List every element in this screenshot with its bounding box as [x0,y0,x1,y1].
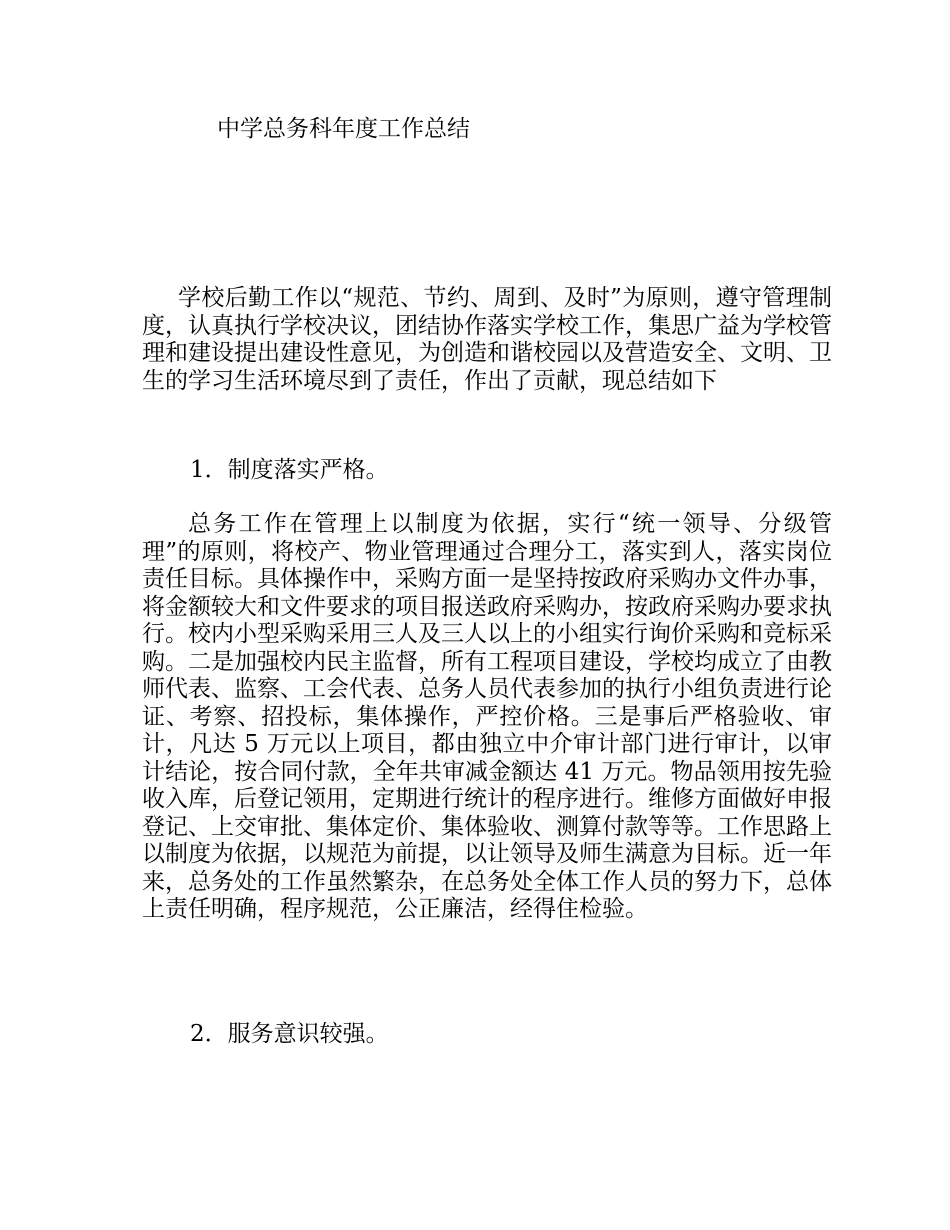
section-body-1: 总务工作在管理上以制度为依据，实行“统一领导、分级管理”的原则，将校产、物业管理通过合理分工，落实到人，落实岗位责任目标。具体操作中，采购方面一是坚持按政府采购办文件办事，将金额较大和文件要求的项目报送政府采购办，按政府采购办要求执行。校内小型采购采用三人及三人以上的小组实行询价采购和竞标采购。二是加强校内民主监督，所有工程项目建设，学校均成立了由教师代表、监察、工会代表、总务人员代表参加的执行小组负责进行论证、考察、招投标，集体操作，严控价格。三是事后严格验收、审计，凡达 5 万元以上项目，都由独立中介审计部门进行审计，以审计结论，按合同付款，全年共审减金额达 41 万元。物品领用按先验收入库，后登记领用，定期进行统计的程序进行。维修方面做好申报登记、上交审批、集体定价、集体验收、测算付款等等。工作思路上以制度为依据，以规范为前提，以让领导及师生满意为目标。近一年来，总务处的工作虽然繁杂，在总务处全体工作人员的努力下，总体上责任明确，程序规范，公正廉洁，经得住检验。 [142,511,832,922]
intro-paragraph: 学校后勤工作以“规范、节约、周到、及时”为原则，遵守管理制度，认真执行学校决议，团结协作落实学校工作，集思广益为学校管理和建设提出建设性意见，为创造和谐校园以及营造安全、文明、卫生的学习生活环境尽到了责任，作出了贡献，现总结如下 [142,285,832,394]
section-heading-1: 1．制度落实严格。 [190,457,389,483]
section-heading-2: 2．服务意识较强。 [190,1021,389,1047]
document-title: 中学总务科年度工作总结 [217,116,470,142]
